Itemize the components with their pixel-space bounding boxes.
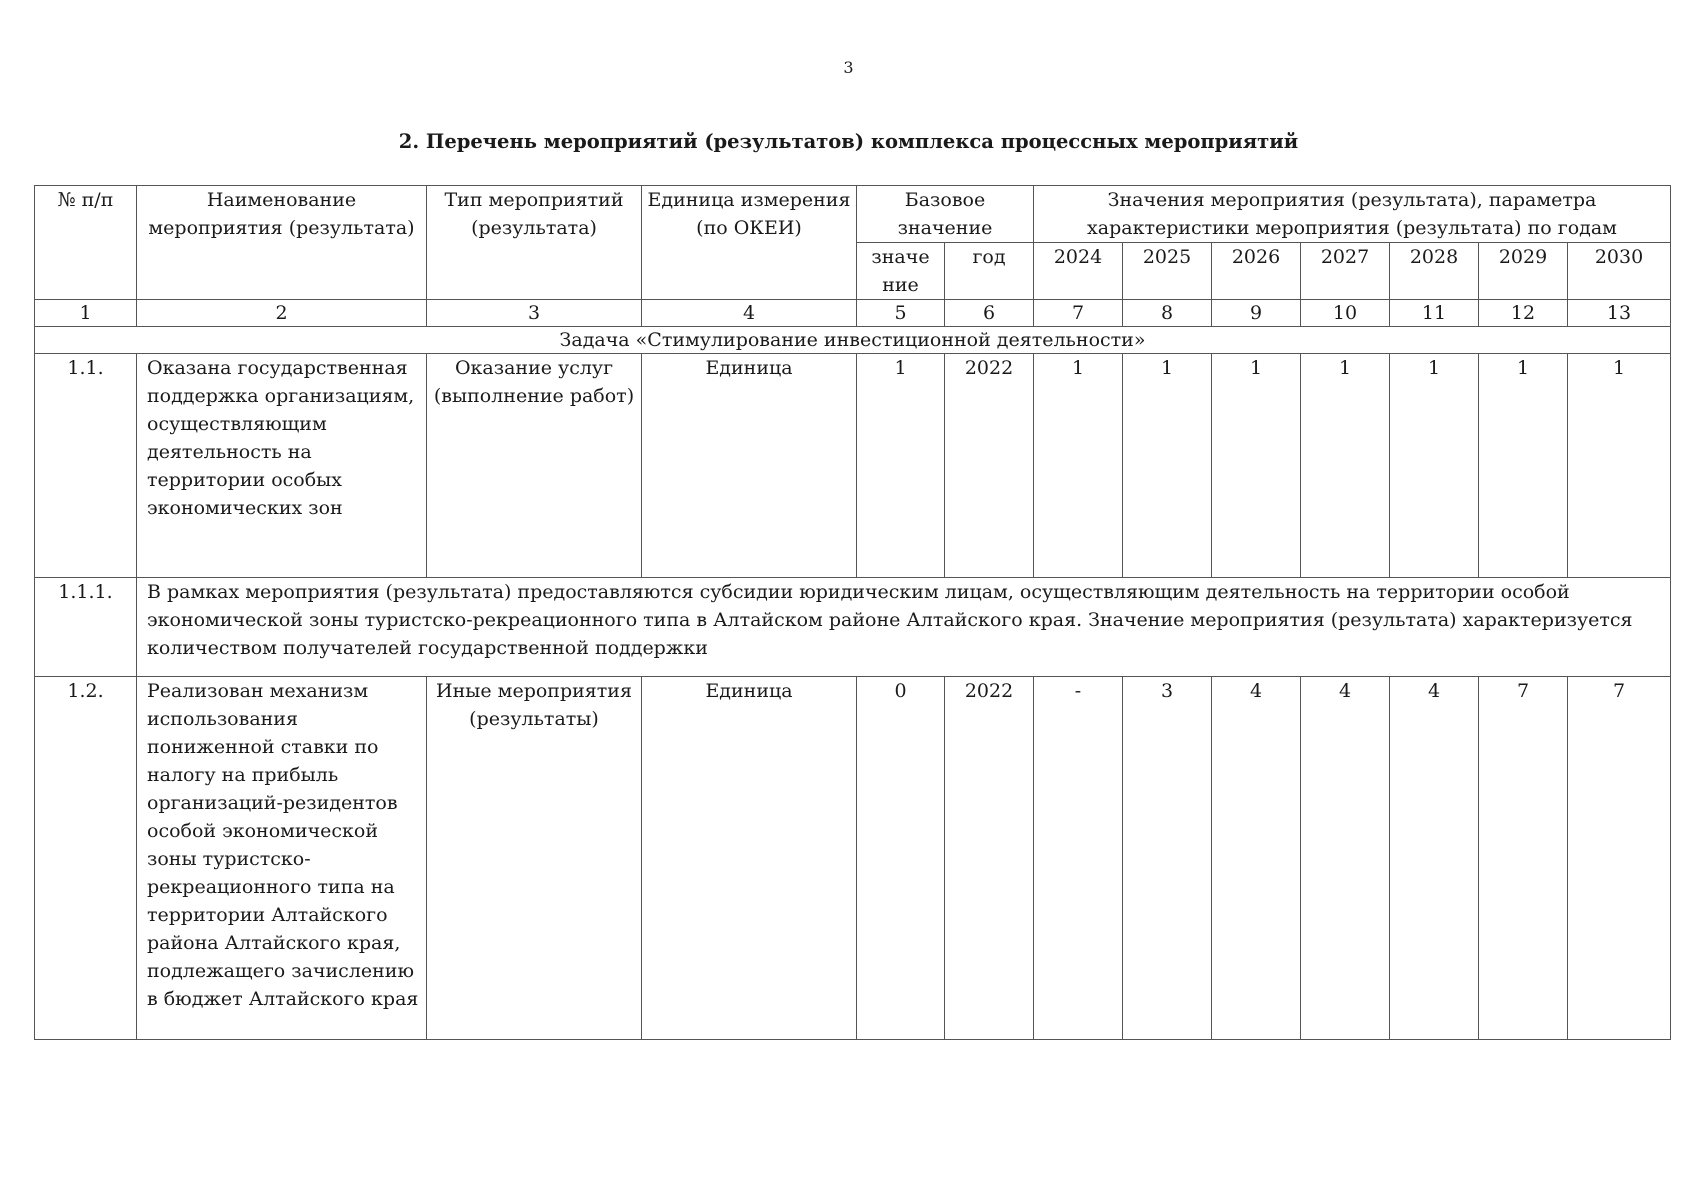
column-number: 6 xyxy=(945,300,1034,327)
table-row xyxy=(35,354,1671,578)
row-value: 4 xyxy=(1212,677,1301,1040)
header-base-year: год xyxy=(945,243,1034,300)
row-value: 1 xyxy=(1212,354,1301,578)
table-row xyxy=(35,677,1671,1040)
header-year: 2029 xyxy=(1479,243,1568,300)
row-base-value: 1 xyxy=(857,354,945,578)
column-number: 12 xyxy=(1479,300,1568,327)
row-value: - xyxy=(1034,677,1123,1040)
column-number: 7 xyxy=(1034,300,1123,327)
row-value: 7 xyxy=(1479,677,1568,1040)
row-value: 7 xyxy=(1568,677,1671,1040)
row-value: 3 xyxy=(1123,677,1212,1040)
row-value: 1 xyxy=(1390,354,1479,578)
header-name: Наименование мероприятия (результата) xyxy=(137,186,427,300)
column-number: 5 xyxy=(857,300,945,327)
row-num: 1.1. xyxy=(35,354,137,578)
row-name: Оказана государственная поддержка организациям, осуществляющим деятельность на территории особых экономических зон xyxy=(137,354,427,578)
header-num: № п/п xyxy=(35,186,137,300)
column-number: 13 xyxy=(1568,300,1671,327)
row-num: 1.2. xyxy=(35,677,137,1040)
page-number: 3 xyxy=(843,58,854,77)
column-number: 9 xyxy=(1212,300,1301,327)
header-year: 2026 xyxy=(1212,243,1301,300)
header-year: 2027 xyxy=(1301,243,1390,300)
header-base: Базовое значение xyxy=(857,186,1034,243)
note-num: 1.1.1. xyxy=(35,578,137,677)
column-number: 1 xyxy=(35,300,137,327)
row-name: Реализован механизм использования пониженной ставки по налогу на прибыль организаций-резидентов особой экономической зоны туристско-рекреационного типа на территории Алтайского района Алтайского края, подлежащего зачислению в бюджет Алтайского края xyxy=(137,677,427,1040)
row-type: Иные мероприятия (результаты) xyxy=(427,677,642,1040)
row-unit: Единица xyxy=(642,354,857,578)
note-row xyxy=(35,578,1671,677)
row-base-value: 0 xyxy=(857,677,945,1040)
header-type: Тип мероприятий (результата) xyxy=(427,186,642,300)
header-year: 2024 xyxy=(1034,243,1123,300)
row-value: 1 xyxy=(1123,354,1212,578)
document-title: 2. Перечень мероприятий (результатов) комплекса процессных мероприятий xyxy=(398,130,1299,153)
row-type: Оказание услуг (выполнение работ) xyxy=(427,354,642,578)
row-base-year: 2022 xyxy=(945,677,1034,1040)
header-year: 2025 xyxy=(1123,243,1212,300)
note-text: В рамках мероприятия (результата) предоставляются субсидии юридическим лицам, осуществляющим деятельность на территории особой экономической зоны туристско-рекреационного типа в Алтайском районе Алтайского края. Значение мероприятия (результата) характеризуется количеством получателей государственной поддержки xyxy=(137,578,1671,677)
task-row xyxy=(35,327,1671,354)
header-values: Значения мероприятия (результата), параметра характеристики мероприятия (результата) по годам xyxy=(1034,186,1671,243)
measures-table xyxy=(34,185,1671,1040)
row-unit: Единица xyxy=(642,677,857,1040)
row-value: 1 xyxy=(1568,354,1671,578)
row-value: 4 xyxy=(1390,677,1479,1040)
row-value: 1 xyxy=(1301,354,1390,578)
row-value: 1 xyxy=(1034,354,1123,578)
row-value: 4 xyxy=(1301,677,1390,1040)
column-number: 11 xyxy=(1390,300,1479,327)
header-year: 2030 xyxy=(1568,243,1671,300)
column-number: 8 xyxy=(1123,300,1212,327)
header-row-1 xyxy=(35,186,1671,243)
column-number: 4 xyxy=(642,300,857,327)
header-unit: Единица измерения (по ОКЕИ) xyxy=(642,186,857,300)
column-number: 10 xyxy=(1301,300,1390,327)
row-value: 1 xyxy=(1479,354,1568,578)
column-number: 2 xyxy=(137,300,427,327)
header-base-value: значе ние xyxy=(857,243,945,300)
row-base-year: 2022 xyxy=(945,354,1034,578)
column-numbers-row xyxy=(35,300,1671,327)
task-title: Задача «Стимулирование инвестиционной деятельности» xyxy=(35,327,1671,354)
column-number: 3 xyxy=(427,300,642,327)
header-year: 2028 xyxy=(1390,243,1479,300)
